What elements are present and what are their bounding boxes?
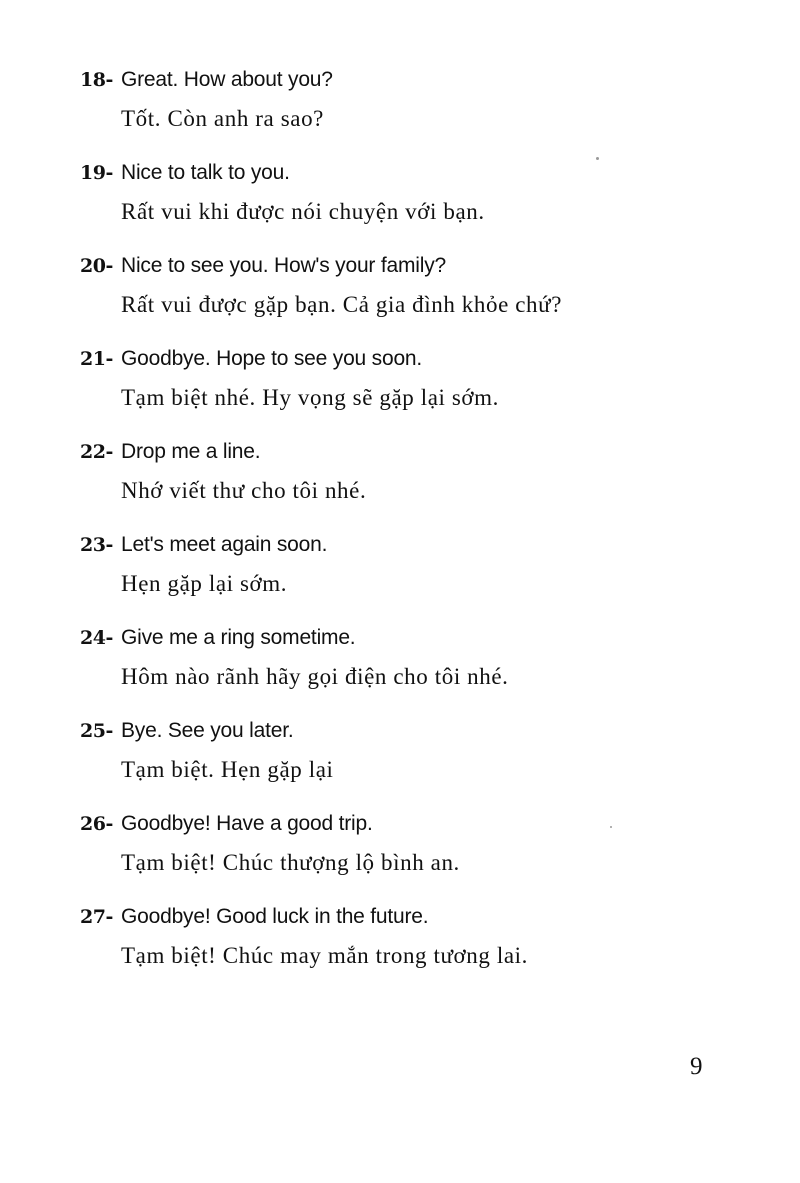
phrase-entry [80, 533, 760, 626]
phrase-entry [80, 347, 760, 440]
phrase-entry [80, 68, 760, 161]
entry-number: 25- [80, 720, 113, 742]
english-phrase: Goodbye! Good luck in the future. [121, 905, 429, 928]
entry-number: 27- [80, 906, 113, 928]
english-line [80, 812, 373, 836]
page-number: 9 [690, 1053, 703, 1080]
vietnamese-translation: Rất vui khi được nói chuyện với bạn. [121, 199, 485, 224]
print-speck [610, 826, 612, 828]
english-phrase: Let's meet again soon. [121, 533, 328, 556]
entry-number: 23- [80, 534, 113, 556]
vietnamese-translation: Hẹn gặp lại sớm. [121, 571, 288, 596]
english-line [80, 440, 260, 464]
phrase-entry [80, 812, 760, 905]
vietnamese-translation: Tạm biệt nhé. Hy vọng sẽ gặp lại sớm. [121, 385, 500, 410]
english-phrase: Nice to talk to you. [121, 161, 290, 184]
english-line [80, 719, 293, 743]
vietnamese-translation: Nhớ viết thư cho tôi nhé. [121, 478, 367, 503]
vietnamese-translation: Tốt. Còn anh ra sao? [121, 106, 324, 131]
english-phrase: Drop me a line. [121, 440, 261, 463]
english-line [80, 533, 327, 557]
entry-number: 24- [80, 627, 113, 649]
vietnamese-translation: Hôm nào rãnh hãy gọi điện cho tôi nhé. [121, 664, 509, 689]
entry-number: 26- [80, 813, 113, 835]
vietnamese-translation: Rất vui được gặp bạn. Cả gia đình khỏe chứ? [121, 292, 563, 317]
english-line [80, 905, 428, 929]
english-phrase: Bye. See you later. [121, 719, 294, 742]
entry-number: 20- [80, 255, 113, 277]
english-phrase: Nice to see you. How's your family? [121, 254, 446, 277]
entry-number: 21- [80, 348, 113, 370]
english-phrase: Goodbye. Hope to see you soon. [121, 347, 423, 370]
english-line [80, 254, 446, 278]
phrase-entry [80, 161, 760, 254]
english-line [80, 626, 355, 650]
english-phrase: Goodbye! Have a good trip. [121, 812, 373, 835]
phrase-entry [80, 719, 760, 812]
vietnamese-translation: Tạm biệt! Chúc thượng lộ bình an. [121, 850, 460, 875]
english-phrase: Give me a ring sometime. [121, 626, 356, 649]
english-line [80, 161, 290, 185]
phrase-entry [80, 440, 760, 533]
vietnamese-translation: Tạm biệt! Chúc may mắn trong tương lai. [121, 943, 528, 968]
vietnamese-translation: Tạm biệt. Hẹn gặp lại [121, 757, 334, 782]
english-phrase: Great. How about you? [121, 68, 333, 91]
phrase-entry [80, 254, 760, 347]
entry-number: 19- [80, 162, 113, 184]
phrase-list [80, 68, 760, 998]
phrase-entry [80, 626, 760, 719]
english-line [80, 68, 333, 92]
entry-number: 18- [80, 69, 113, 91]
entry-number: 22- [80, 441, 113, 463]
print-speck [596, 157, 599, 160]
phrase-entry [80, 905, 760, 998]
english-line [80, 347, 422, 371]
